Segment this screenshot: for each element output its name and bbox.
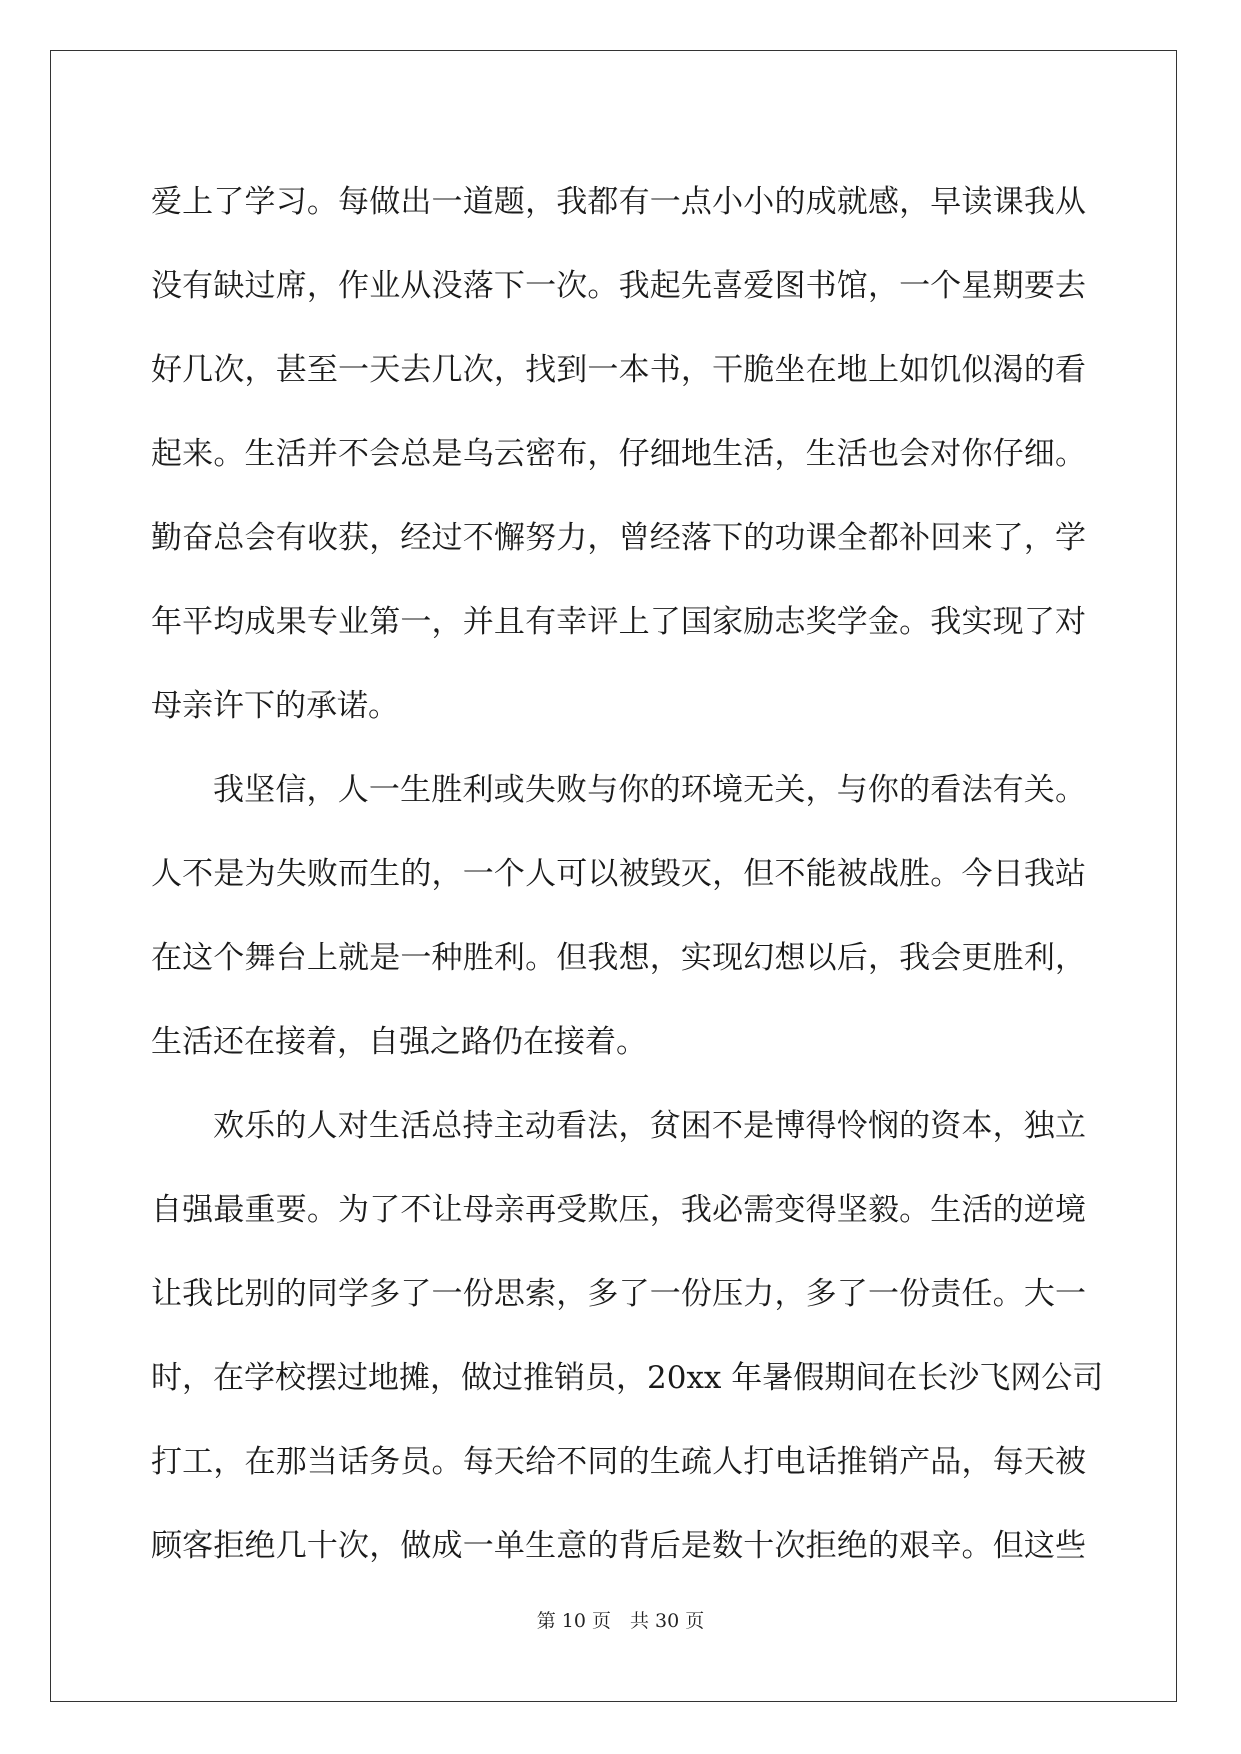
text-line: 打工，在那当话务员。每天给不同的生疏人打电话推销产品，每天被 [151, 1444, 1086, 1480]
text-line: 年平均成果专业第一，并且有幸评上了国家励志奖学金。我实现了对 [151, 604, 1086, 640]
text-line: 在这个舞台上就是一种胜利。但我想，实现幻想以后，我会更胜利， [151, 940, 1086, 976]
page-number-footer: 第 10 页 共 30 页 [536, 1610, 705, 1632]
document-body [151, 160, 1104, 1588]
text-line: 勤奋总会有收获，经过不懈努力，曾经落下的功课全都补回来了，学 [151, 520, 1086, 556]
text-line: 让我比别的同学多了一份思索，多了一份压力，多了一份责任。大一 [151, 1276, 1086, 1312]
text-line: 母亲许下的承诺。 [151, 688, 399, 724]
text-line: 欢乐的人对生活总持主动看法，贫困不是博得怜悯的资本，独立 [213, 1108, 1086, 1144]
text-line: 我坚信，人一生胜利或失败与你的环境无关，与你的看法有关。 [213, 772, 1086, 808]
text-line: 自强最重要。为了不让母亲再受欺压，我必需变得坚毅。生活的逆境 [151, 1192, 1086, 1228]
text-line: 顾客拒绝几十次，做成一单生意的背后是数十次拒绝的艰辛。但这些 [151, 1528, 1086, 1564]
text-line: 时，在学校摆过地摊，做过推销员，20xx 年暑假期间在长沙飞网公司 [151, 1360, 1104, 1396]
text-line: 起来。生活并不会总是乌云密布，仔细地生活，生活也会对你仔细。 [151, 436, 1086, 472]
text-line: 人不是为失败而生的，一个人可以被毁灭，但不能被战胜。今日我站 [151, 856, 1086, 892]
text-line: 没有缺过席，作业从没落下一次。我起先喜爱图书馆，一个星期要去 [151, 268, 1086, 304]
text-line: 爱上了学习。每做出一道题，我都有一点小小的成就感，早读课我从 [151, 184, 1086, 220]
text-line: 生活还在接着，自强之路仍在接着。 [151, 1024, 647, 1060]
text-line: 好几次，甚至一天去几次，找到一本书，干脆坐在地上如饥似渴的看 [151, 352, 1086, 388]
